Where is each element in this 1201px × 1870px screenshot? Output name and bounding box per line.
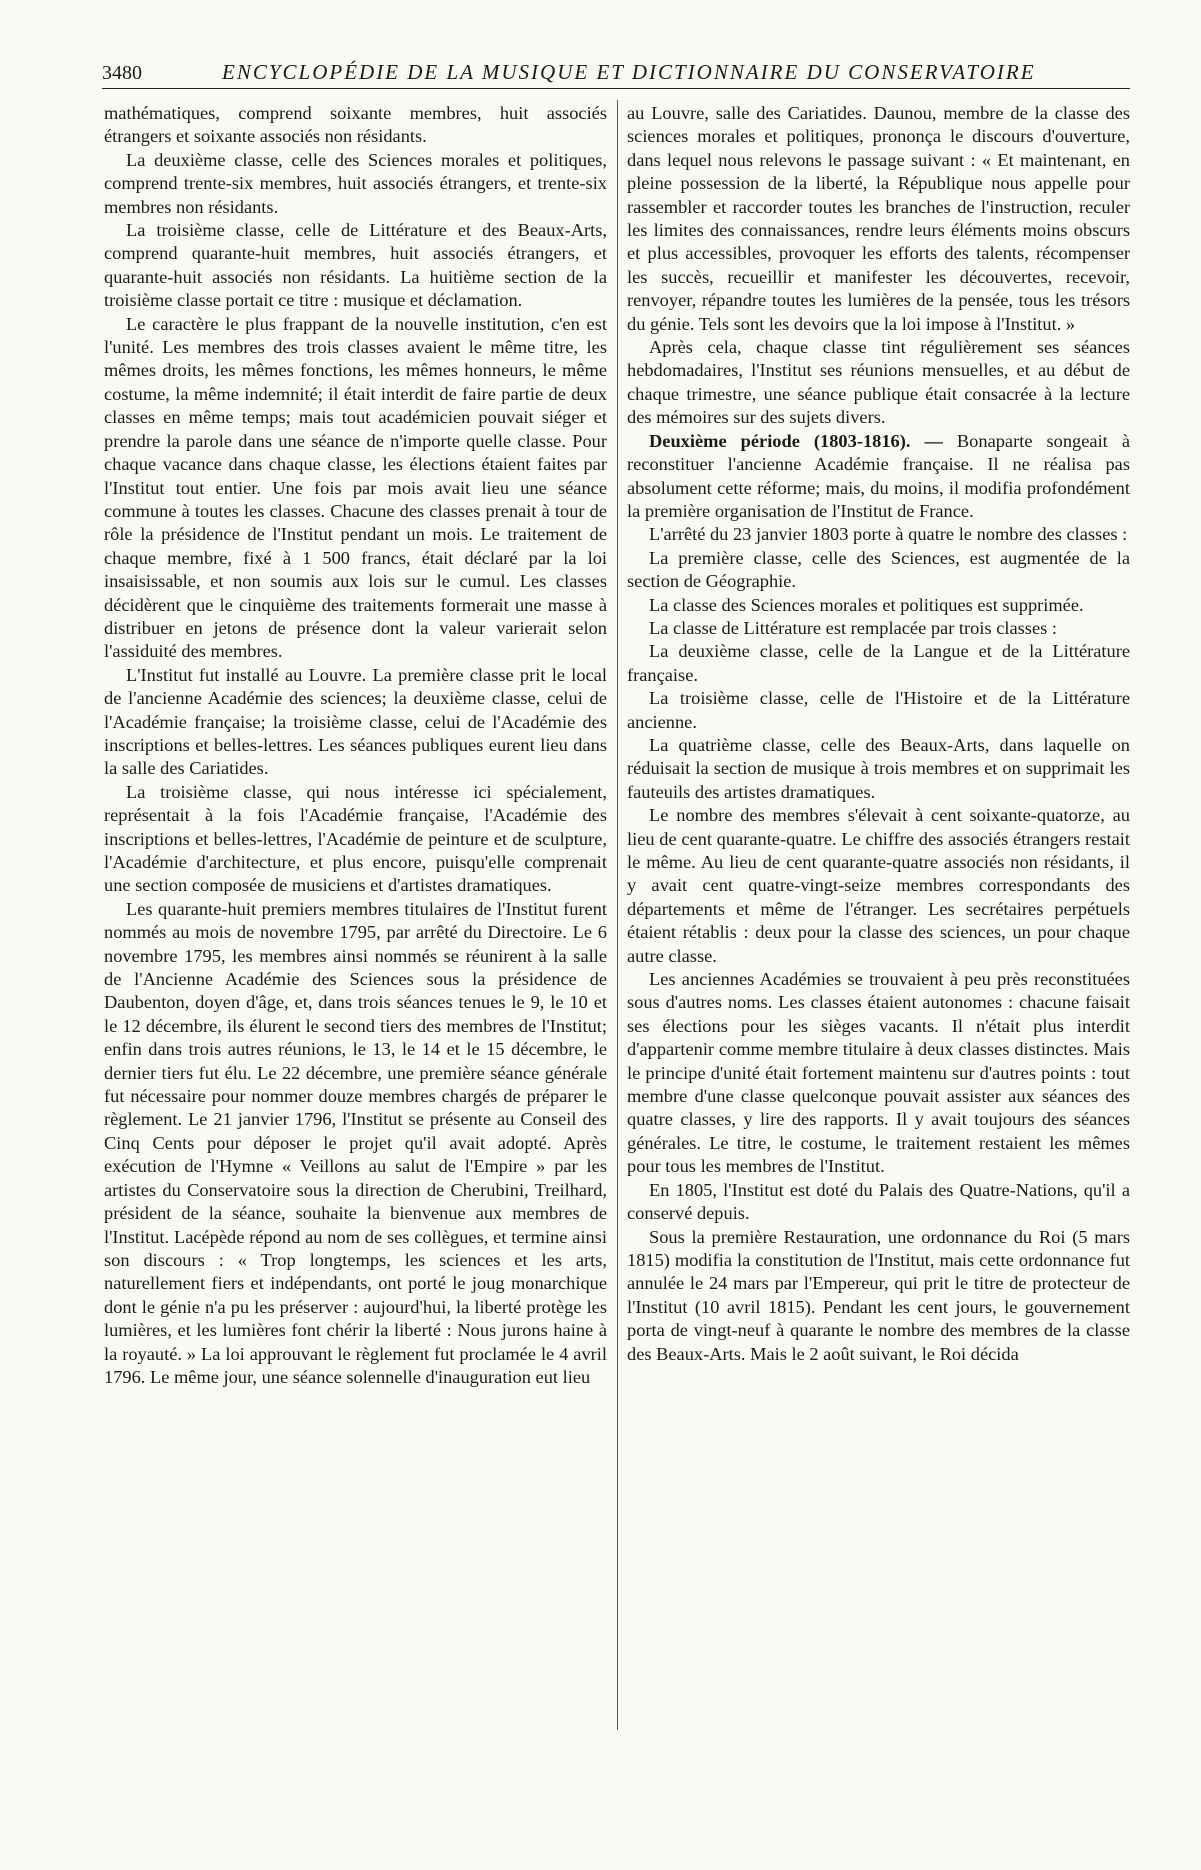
paragraph-text: Bonaparte songeait à reconstituer l'ancienne Académie française. Il ne réalisa pas absolument cette réforme; mais, du moins, il modifia profondément la première organisation de l'Institut de France. [627, 430, 1130, 521]
paragraph-section-2 [627, 430, 1130, 524]
paragraph: Le nombre des membres s'élevait à cent soixante-quatorze, au lieu de cent quarante-quatre. Le chiffre des associés étrangers restait le même. Au lieu de cent quarante-quatre associés non résidants, il y avait cent quatre-vingt-seize membres correspondants des départements et même de l'étranger. Les secrétaires perpétuels étaient rétablis : deux pour la classe des sciences, un pour chaque autre classe. [627, 805, 1130, 966]
paragraph: La première classe, celle des Sciences, est augmentée de la section de Géographie. [627, 547, 1130, 592]
section-heading: Deuxième période (1803-1816). — [649, 430, 943, 451]
paragraph: La troisième classe, qui nous intéresse ici spécialement, représentait à la fois l'Académie française, l'Académie des inscriptions et belles-lettres, l'Académie de peinture et de sculpture, l'Académie d'architecture, et plus encore, puisqu'elle comprenait une section composée de musiciens et d'artistes dramatiques. [104, 781, 607, 896]
right-column [627, 102, 1130, 1366]
paragraph: Les anciennes Académies se trouvaient à peu près reconstituées sous d'autres noms. Les classes étaient autonomes : chacune faisait ses élections pour les sièges vacants. Il n'était plus interdit d'appartenir comme membre titulaire à deux classes distinctes. Mais le principe d'unité était fortement maintenu sur d'autres points : tout membre d'une classe quelconque pouvait assister aux séances des quatre classes, y lire des rapports. Il y avait toujours des séances générales. Le titre, le costume, le traitement restaient les mêmes pour tous les membres de l'Institut. [627, 969, 1130, 1177]
paragraph: L'Institut fut installé au Louvre. La première classe prit le local de l'ancienne Académie des sciences; la deuxième classe, celui de l'Académie française; la troisième classe, celui de l'Académie des inscriptions et belles-lettres. Les séances publiques eurent lieu dans la salle des Cariatides. [104, 664, 607, 779]
paragraph: Sous la première Restauration, une ordonnance du Roi (5 mars 1815) modifia la constitution de l'Institut, mais cette ordonnance fut annulée le 24 mars par l'Empereur, qui prit le titre de protecteur de l'Institut (10 avril 1815). Pendant les cent jours, le gouvernement porta de vingt-neuf à quarante le nombre des membres de la classe des Beaux-Arts. Mais le 2 août suivant, le Roi décida [627, 1226, 1130, 1364]
paragraph: La deuxième classe, celle de la Langue et de la Littérature française. [627, 641, 1130, 685]
running-title: ENCYCLOPÉDIE DE LA MUSIQUE ET DICTIONNAIRE DU CONSERVATOIRE [222, 60, 1036, 84]
paragraph: La troisième classe, celle de Littérature et des Beaux-Arts, comprend quarante-huit membres, huit associés étrangers, et quarante-huit associés non résidants. La huitième section de la troisième classe portait ce titre : musique et déclamation. [104, 220, 607, 311]
paragraph: Après cela, chaque classe tint régulièrement ses séances hebdomadaires, l'Institut ses réunions mensuelles, et au début de chaque trimestre, une séance publique était consacrée à la lecture des mémoires sur des sujets divers. [627, 337, 1130, 428]
paragraph: L'arrêté du 23 janvier 1803 porte à quatre le nombre des classes : [649, 524, 1128, 545]
paragraph: Le caractère le plus frappant de la nouvelle institution, c'en est l'unité. Les membres des trois classes avaient le même titre, les mêmes droits, les mêmes fonctions, les mêmes honneurs, le même costume, la même indemnité; il était interdit de faire partie de deux classes en même temps; mais tout académicien pouvait siéger et prendre la parole dans une séance de n'importe quelle classe. Pour chaque vacance dans chaque classe, les élections étaient faites par l'Institut tout entier. Une fois par mois avait lieu une séance commune à toutes les classes. Chacune des classes prenait à tour de rôle la présidence de l'Institut pendant un mois. Le traitement de chaque membre, fixé à 1 500 francs, était déclaré par la loi insaisissable, et non soumis aux lois sur le cumul. Les classes décidèrent que le cinquième des traitements formerait une masse à distribuer en jetons de présence dont la valeur varierait selon l'assiduité des membres. [104, 313, 607, 662]
paragraph: La classe des Sciences morales et politiques est supprimée. [649, 594, 1084, 615]
paragraph: En 1805, l'Institut est doté du Palais des Quatre-Nations, qu'il a conservé depuis. [627, 1179, 1130, 1224]
paragraph: au Louvre, salle des Cariatides. Daunou, membre de la classe des sciences morales et politiques, prononça le discours d'ouverture, dans lequel nous relevons le passage suivant : « Et maintenant, en pleine possession de la liberté, la République nous appelle pour rassembler et raccorder toutes les branches de l'instruction, reculer les limites des connaissances, rendre leurs éléments moins obscurs et plus accessibles, provoquer les efforts des talents, récompenser les succès, recueillir et manifester les découvertes, recevoir, renvoyer, répandre toutes les lumières de la pensée, tous les trésors du génie. Tels sont les devoirs que la loi impose à l'Institut. » [627, 103, 1130, 334]
paragraph: La deuxième classe, celle des Sciences morales et politiques, comprend trente-six membres, huit associés étrangers, et trente-six membres non résidants. [104, 149, 607, 217]
paragraph: mathématiques, comprend soixante membres, huit associés étrangers et soixante associés non résidants. [104, 103, 607, 147]
page-number: 3480 [102, 62, 142, 84]
paragraph: Les quarante-huit premiers membres titulaires de l'Institut furent nommés au mois de novembre 1795, par arrêté du Directoire. Le 6 novembre 1795, les membres ainsi nommés se réunirent à la salle de l'Ancienne Académie des Sciences sous la présidence de Daubenton, doyen d'âge, et, dans trois séances tenues le 9, le 10 et le 12 décembre, ils élurent le second tiers des membres de l'Institut; enfin dans trois autres réunions, le 13, le 14 et le 15 décembre, le dernier tiers fut élu. Le 22 décembre, une première séance générale fut nécessaire pour nommer douze membres chargés de préparer le règlement. Le 21 janvier 1796, l'Institut se présente au Conseil des Cinq Cents pour déposer le projet qu'il avait adopté. Après exécution de l'Hymne « Veillons au salut de l'Empire » par les artistes du Conservatoire sous la direction de Cherubini, Treilhard, président de la séance, souhaite la bienvenue aux membres de l'Institut. Lacépède répond au nom de ses collègues, et termine ainsi son discours : « Trop longtemps, les sciences et les arts, naturellement fiers et indépendants, ont porté le joug monarchique dont le génie n'a pu les préserver : aujourd'hui, la liberté protège les lumières, et les lumières font chérir la liberté : Nous jurons haine à la royauté. » La loi approuvant le règlement fut proclamée le 4 avril 1796. Le même jour, une séance solennelle d'inauguration eut lieu [104, 898, 607, 1387]
paragraph: La quatrième classe, celle des Beaux-Arts, dans laquelle on réduisait la section de musique à trois membres et on supprimait les fauteuils des artistes dramatiques. [627, 734, 1130, 802]
paragraph: La troisième classe, celle de l'Histoire et de la Littérature ancienne. [627, 688, 1130, 732]
column-divider [617, 100, 618, 1730]
paragraph: La classe de Littérature est remplacée par trois classes : [649, 617, 1057, 638]
left-column [104, 102, 607, 1389]
page-header [102, 56, 1130, 89]
